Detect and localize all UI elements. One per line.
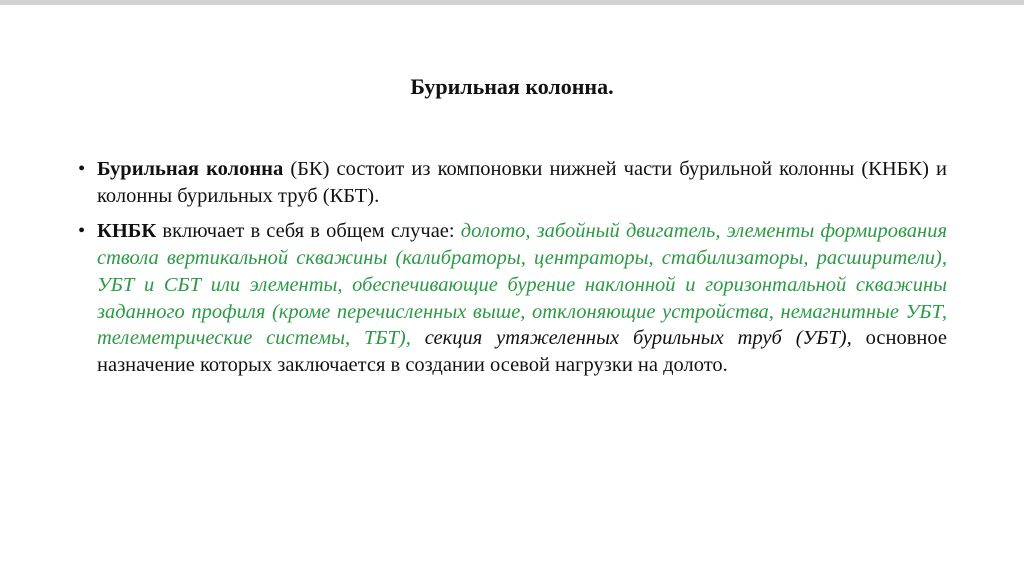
bullet-icon: •	[78, 158, 86, 180]
bullet-italic-text: секция утяжеленных бурильных труб (УБТ),	[410, 327, 852, 350]
bullet-term: Бурильная колонна	[97, 158, 284, 180]
bullet-closing-text: основное назначение которых заключается в создании осевой нагрузки на долото.	[97, 327, 947, 376]
bullet-text: (БК) состоит из компоновки нижней части бурильной колонны (КНБК) и колонны бурильных труб (КБТ).	[97, 158, 947, 207]
bullet-components-green: долото, забойный двигатель, элементы формирования ствола вертикальной скважины (калибраторы, центраторы, стабилизаторы, расширители), УБТ и СБТ или элементы, обеспечивающие бурение наклонной и горизонтальной скважины заданного профиля (кроме перечисленных выше, отклоняющие устройства, немагнитные УБТ, телеметрические системы, ТБТ),	[97, 220, 947, 350]
bullet-list	[75, 156, 947, 379]
top-divider	[0, 0, 1024, 5]
bullet-icon: •	[78, 220, 86, 243]
bullet-item-knbk	[75, 218, 947, 378]
bullet-term: КНБК	[97, 220, 157, 243]
bullet-item-drill-string	[75, 156, 947, 209]
bullet-intro: включает в себя в общем случае:	[156, 220, 461, 243]
slide-title: Бурильная колонна.	[410, 74, 614, 99]
